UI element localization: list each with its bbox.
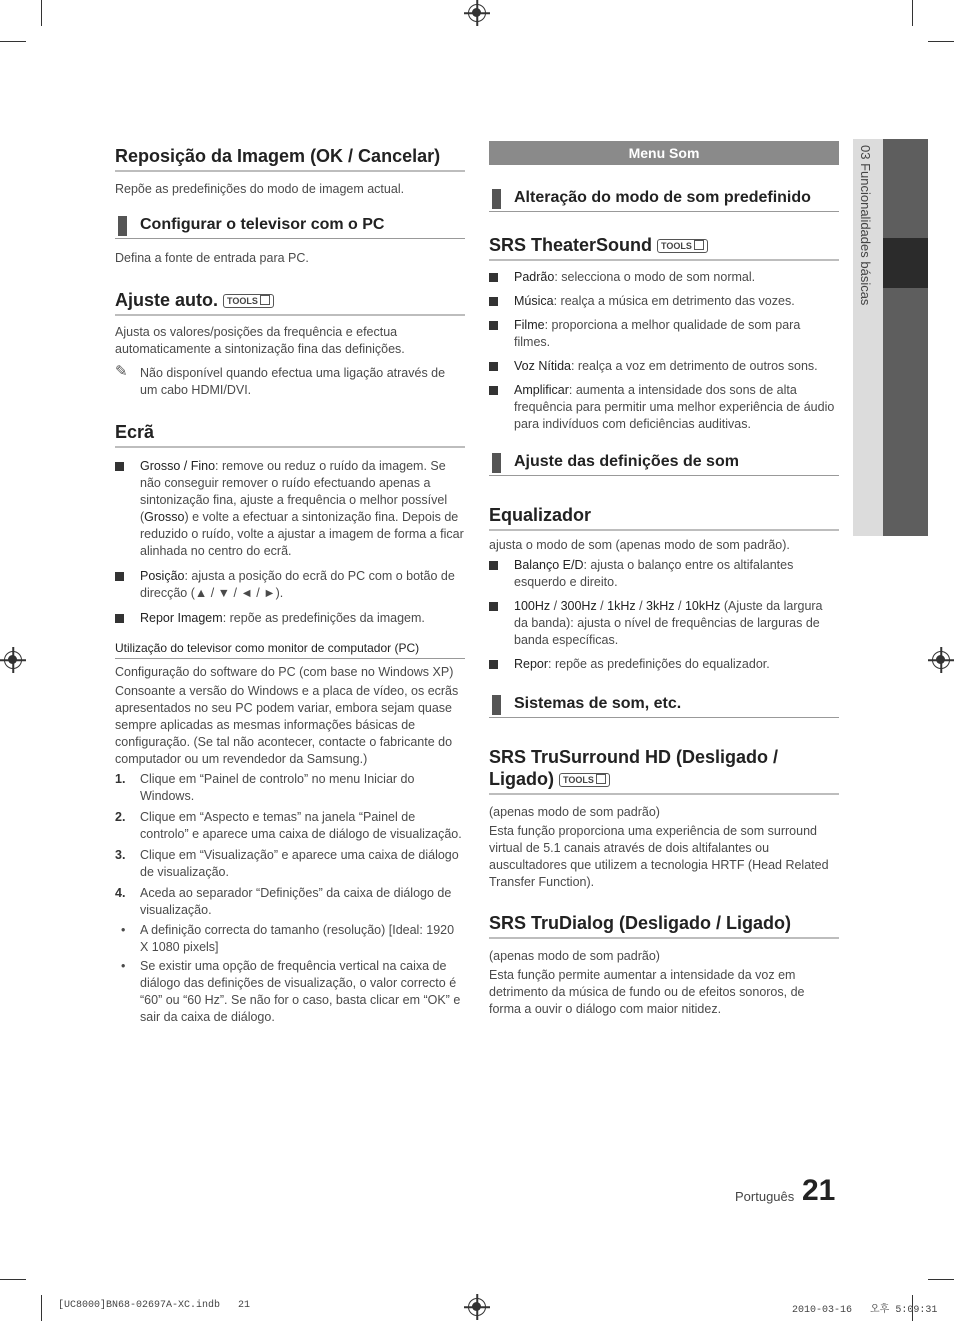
item-term: Balanço E/D xyxy=(514,558,584,572)
section-text: Consoante a versão do Windows e a placa de vídeo, os ecrãs apresentados no seu PC podem variar, embora sejam quase sempre aplicadas as mesmas informações básicas de configuração. (Se tal não acontecer, contacte o fabricante do computador ou um revendedor da Samsung.) xyxy=(115,684,459,766)
crop-mark xyxy=(928,1279,954,1280)
item-text: : realça a voz em detrimento de outros sons. xyxy=(570,359,818,373)
list-item xyxy=(489,317,839,351)
section-subtext: (apenas modo de som padrão) xyxy=(489,949,660,963)
side-tab-bar xyxy=(883,139,928,536)
tools-icon xyxy=(260,295,270,305)
section-text: Esta função proporciona uma experiência de som surround virtual de 5.1 canais através de dois altifalantes ou auscultadores que utilizem a tecnologia HRTF (Head Related Transfer Function). xyxy=(489,824,829,889)
list-item xyxy=(489,656,839,673)
section-title: Ecrã xyxy=(115,421,465,448)
item-term: Música xyxy=(514,294,554,308)
crop-mark xyxy=(912,0,913,26)
side-tab-active-marker xyxy=(883,238,928,288)
item-term: Padrão xyxy=(514,270,555,284)
tools-label: TOOLS xyxy=(227,296,258,307)
item-sep: / xyxy=(635,599,647,613)
item-term: 100Hz xyxy=(514,599,551,613)
list-item xyxy=(115,458,465,560)
list-item xyxy=(489,293,839,310)
subsection-title: Ajuste das definições de som xyxy=(489,452,839,476)
tools-icon xyxy=(596,774,606,784)
item-sep: / xyxy=(550,599,561,613)
item-term: Amplificar xyxy=(514,383,569,397)
tools-icon xyxy=(694,240,704,250)
item-term: Grosso / Fino xyxy=(140,459,216,473)
bullet-item: • Se existir uma opção de frequência vertical na caixa de diálogo das definições de visualização, o valor correcto é “60” ou “60 Hz”. Se não for o caso, basta clicar em “OK” e sair da caixa de diálogo. xyxy=(115,958,465,1026)
section-text: ajusta o modo de som (apenas modo de som padrão). xyxy=(489,538,790,552)
section-title xyxy=(489,746,839,795)
tools-badge xyxy=(559,773,610,787)
crop-mark xyxy=(41,1295,42,1321)
subsection-title: Alteração do modo de som predefinido xyxy=(489,188,839,212)
section-title: SRS TruDialog (Desligado / Ligado) xyxy=(489,912,839,939)
section-title xyxy=(115,289,465,316)
list-item xyxy=(489,269,839,286)
list-item xyxy=(489,557,839,591)
numbered-item xyxy=(115,847,465,881)
section-title: Reposição da Imagem (OK / Cancelar) xyxy=(115,145,465,172)
item-number: 1. xyxy=(115,772,126,786)
right-column xyxy=(489,141,839,1018)
section-text: Defina a fonte de entrada para PC. xyxy=(115,251,309,265)
bullet-list xyxy=(489,269,839,433)
section-text: Ajusta os valores/posições da frequência e efectua automaticamente a sintonização fina das definições. xyxy=(115,325,405,356)
item-term: 1kHz xyxy=(607,599,636,613)
registration-mark-icon xyxy=(468,4,486,22)
item-text: Clique em “Aspecto e temas” na janela “Painel de controlo” e aparece uma caixa de diálogo de visualização. xyxy=(140,810,462,841)
pencil-icon: ✎ xyxy=(115,363,128,380)
bullet-list xyxy=(115,922,465,1026)
section-text: Esta função permite aumentar a intensidade da voz em detrimento da música de fundo ou de efeitos sonoros, de forma a ouvir o diálogo com maior nitidez. xyxy=(489,968,805,1016)
subsection-title: Sistemas de som, etc. xyxy=(489,694,839,718)
item-term: 300Hz xyxy=(560,599,597,613)
item-term: Filme xyxy=(514,318,545,332)
note xyxy=(115,365,465,399)
footer-file: [UC8000]BN68-02697A-XC.indb 21 xyxy=(58,1300,251,1311)
item-term: 10kHz xyxy=(684,599,721,613)
item-term: Grosso xyxy=(144,510,185,524)
tools-label: TOOLS xyxy=(563,775,594,786)
item-text: ) e volte a efectuar a sintonização fina. Depois de reduzido o ruído, volte a ajustar a imagem de forma a ficar alinhada no centro do ecrã. xyxy=(140,510,464,558)
crop-mark xyxy=(928,41,954,42)
item-text: : repõe as predefinições da imagem. xyxy=(222,611,425,625)
item-term: Posição xyxy=(140,569,185,583)
section-title-text: Ajuste auto. xyxy=(115,290,219,310)
crop-mark xyxy=(0,1279,26,1280)
section-banner: Menu Som xyxy=(489,141,839,165)
item-term: Repor Imagem xyxy=(140,611,223,625)
section-text: Repõe as predefinições do modo de imagem actual. xyxy=(115,182,405,196)
section-subtext: (apenas modo de som padrão) xyxy=(489,805,660,819)
item-term: Repor xyxy=(514,657,549,671)
registration-mark-icon xyxy=(468,1298,486,1316)
footer-date: 2010-03-16 오후 5:09:31 xyxy=(792,1305,938,1316)
numbered-list xyxy=(115,771,465,919)
item-text: : proporciona a melhor qualidade de som para filmes. xyxy=(514,318,801,349)
tools-label: TOOLS xyxy=(661,241,692,252)
item-text: Clique em “Painel de controlo” no menu Iniciar do Windows. xyxy=(140,772,415,803)
item-number: 4. xyxy=(115,886,126,900)
list-item xyxy=(489,382,839,433)
footer-language: Português xyxy=(735,1189,795,1204)
section-text: Configuração do software do PC (com base no Windows XP) xyxy=(115,665,454,679)
item-text: : ajusta a posição do ecrã do PC com o botão de direcção (▲ / ▼ / ◄ / ►). xyxy=(140,569,455,600)
section-title-text: SRS TheaterSound xyxy=(489,235,653,255)
registration-mark-icon xyxy=(4,651,22,669)
side-tab xyxy=(853,139,883,536)
left-column xyxy=(115,145,465,1026)
crop-mark xyxy=(41,0,42,26)
subsection-title: Configurar o televisor com o PC xyxy=(115,215,465,239)
item-text: Aceda ao separador “Definições” da caixa de diálogo de visualização. xyxy=(140,886,452,917)
item-sep: / xyxy=(674,599,685,613)
crop-mark xyxy=(0,41,26,42)
section-title xyxy=(489,234,839,261)
item-sep: / xyxy=(596,599,608,613)
list-item xyxy=(489,598,839,649)
numbered-item xyxy=(115,771,465,805)
tools-badge xyxy=(657,239,708,253)
note-text: Não disponível quando efectua uma ligação através de um cabo HDMI/DVI. xyxy=(140,366,446,397)
item-text: : selecciona o modo de som normal. xyxy=(554,270,756,284)
numbered-item xyxy=(115,809,465,843)
section-title: Equalizador xyxy=(489,504,839,531)
bullet-item: • A definição correcta do tamanho (resolução) [Ideal: 1920 X 1080 pixels] xyxy=(115,922,465,956)
registration-mark-icon xyxy=(932,651,950,669)
list-item xyxy=(489,358,839,375)
item-text: : repõe as predefinições do equalizador. xyxy=(548,657,770,671)
side-tab-label: 03 Funcionalidades básicas xyxy=(858,145,873,306)
section-title-text: SRS TruSurround HD (Desligado / Ligado) xyxy=(489,747,779,789)
tools-badge xyxy=(223,294,274,308)
list-item xyxy=(115,568,465,602)
subsection-title: Utilização do televisor como monitor de computador (PC) xyxy=(115,641,465,659)
page-number: 21 xyxy=(802,1174,836,1207)
list-item xyxy=(115,610,465,627)
item-text: : aumenta a intensidade dos sons de alta frequência para permitir uma melhor experiência de áudio para indivíduos com deficiências auditivas. xyxy=(514,383,835,431)
item-text: : remove ou reduz o ruído da imagem. Se não conseguir remover o ruído efectuando apenas a sintonização fina, ajuste a frequência o melhor possível ( xyxy=(140,459,448,524)
item-text: Clique em “Visualização” e aparece uma caixa de diálogo de visualização. xyxy=(140,848,459,879)
item-text: (Ajuste da largura da banda): ajusta o nível de frequências de larguras de banda específicas. xyxy=(514,599,823,647)
item-text: : realça a música em detrimento das vozes. xyxy=(553,294,795,308)
item-text: : ajusta o balanço entre os altifalantes esquerdo e direito. xyxy=(514,558,794,589)
item-term: Voz Nítida xyxy=(514,359,571,373)
item-number: 3. xyxy=(115,848,126,862)
item-term: 3kHz xyxy=(646,599,675,613)
item-number: 2. xyxy=(115,810,126,824)
numbered-item xyxy=(115,885,465,919)
